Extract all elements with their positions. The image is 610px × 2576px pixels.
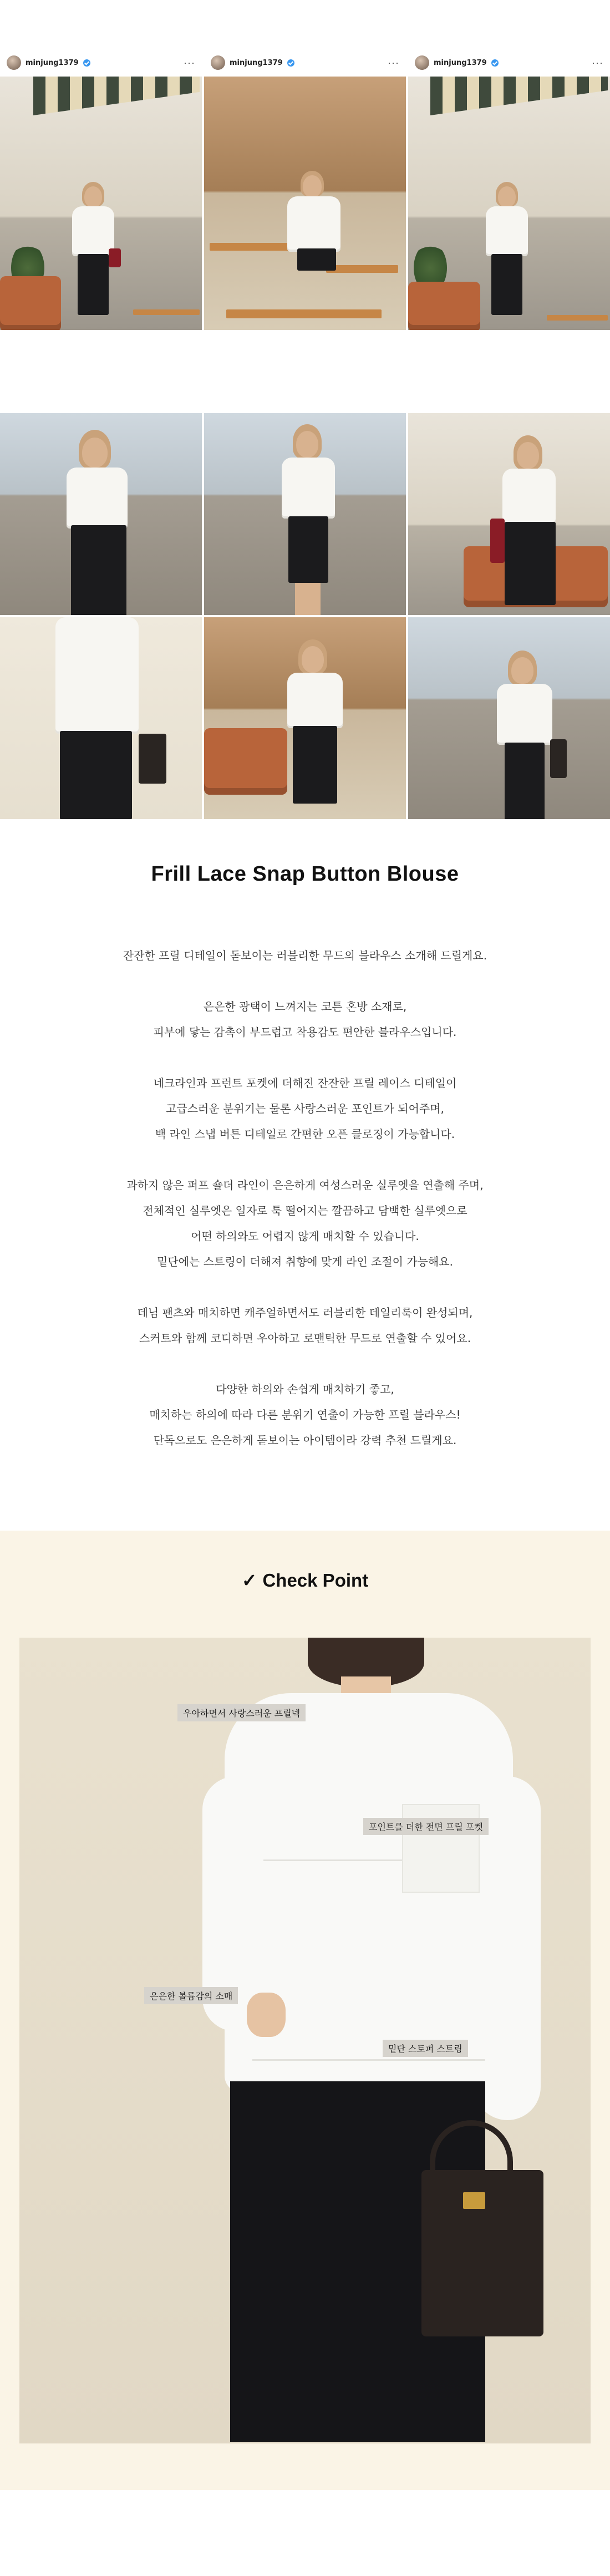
check-icon: ✓ <box>241 1570 257 1591</box>
description-line: 밑단에는 스트링이 더해져 취향에 맞게 라인 조절이 가능해요. <box>157 1255 453 1268</box>
photo-grid <box>0 413 610 819</box>
paragraph-gap <box>0 1045 610 1070</box>
description-line: 과하지 않은 퍼프 숄더 라인이 은은하게 여성스러운 실루엣을 연출해 주며, <box>126 1178 484 1192</box>
product-description <box>0 943 610 1453</box>
verified-icon <box>287 59 294 67</box>
description-line: 전체적인 실루엣은 일자로 툭 떨어지는 깔끔하고 담백한 실루엣으로 <box>143 1204 467 1217</box>
instagram-post <box>204 49 406 330</box>
outfit-photo <box>0 413 202 615</box>
more-icon[interactable]: ··· <box>592 57 603 68</box>
instagram-posts <box>0 49 610 330</box>
instagram-post <box>408 49 610 330</box>
verified-icon <box>83 59 90 67</box>
product-title: Frill Lace Snap Button Blouse <box>151 862 459 886</box>
instagram-post <box>0 49 202 330</box>
description-line: 잔잔한 프릴 디테일이 돋보이는 러블리한 무드의 블라우스 소개해 드릴게요. <box>123 949 487 962</box>
description-line: 데님 팬츠와 매치하면 캐주얼하면서도 러블리한 데일리룩이 완성되며, <box>137 1306 473 1319</box>
avatar[interactable] <box>415 55 429 70</box>
username[interactable]: minjung1379 <box>230 58 283 67</box>
outfit-photo <box>204 413 406 615</box>
description-line: 백 라인 스냅 버튼 디테일로 간편한 오픈 클로징이 가능합니다. <box>155 1127 455 1141</box>
check-point-section <box>0 1531 610 2490</box>
post-photo <box>204 77 406 330</box>
username[interactable]: minjung1379 <box>434 58 487 67</box>
callout-sleeve-volume: 은은한 볼륨감의 소매 <box>144 1987 238 2004</box>
paragraph-gap <box>0 1147 610 1172</box>
avatar[interactable] <box>211 55 225 70</box>
paragraph-gap <box>0 1351 610 1376</box>
post-photo <box>408 77 610 330</box>
outfit-photo <box>408 617 610 819</box>
more-icon[interactable]: ··· <box>388 57 399 68</box>
callout-frill-neck: 우아하면서 사랑스러운 프릴넥 <box>177 1704 306 1721</box>
check-point-title <box>0 1569 610 1591</box>
outfit-photo <box>204 617 406 819</box>
post-header <box>408 49 610 77</box>
check-point-label: Check Point <box>262 1570 369 1591</box>
avatar[interactable] <box>7 55 21 70</box>
description-line: 어떤 하의와도 어렵지 않게 매치할 수 있습니다. <box>191 1229 419 1243</box>
post-header <box>204 49 406 77</box>
description-line: 고급스러운 분위기는 물론 사랑스러운 포인트가 되어주며, <box>166 1102 444 1115</box>
callout-hem-string: 밑단 스토퍼 스트링 <box>383 2040 468 2057</box>
description-line: 스커트와 함께 코디하면 우아하고 로맨틱한 무드로 연출할 수 있어요. <box>139 1332 471 1345</box>
paragraph-gap <box>0 968 610 994</box>
description-line: 단독으로도 은은하게 돋보이는 아이템이라 강력 추천 드릴게요. <box>153 1434 457 1447</box>
check-point-photo <box>19 1638 591 2443</box>
description-line: 매치하는 하의에 따라 다른 분위기 연출이 가능한 프릴 블라우스! <box>149 1408 461 1421</box>
description-line: 다양한 하의와 손쉽게 매치하기 좋고, <box>216 1383 394 1396</box>
paragraph-gap <box>0 1274 610 1300</box>
post-photo <box>0 77 202 330</box>
post-header <box>0 49 202 77</box>
callout-front-pocket: 포인트를 더한 전면 프릴 포켓 <box>363 1818 489 1835</box>
description-line: 네크라인과 프런트 포켓에 더해진 잔잔한 프릴 레이스 디테일이 <box>153 1076 457 1090</box>
description-line: 은은한 광택이 느껴지는 코튼 혼방 소재로, <box>203 1000 407 1013</box>
outfit-photo <box>0 617 202 819</box>
description-line: 피부에 닿는 감촉이 부드럽고 착용감도 편안한 블라우스입니다. <box>153 1025 457 1039</box>
verified-icon <box>491 59 499 67</box>
outfit-photo <box>408 413 610 615</box>
username[interactable]: minjung1379 <box>26 58 79 67</box>
more-icon[interactable]: ··· <box>184 57 195 68</box>
